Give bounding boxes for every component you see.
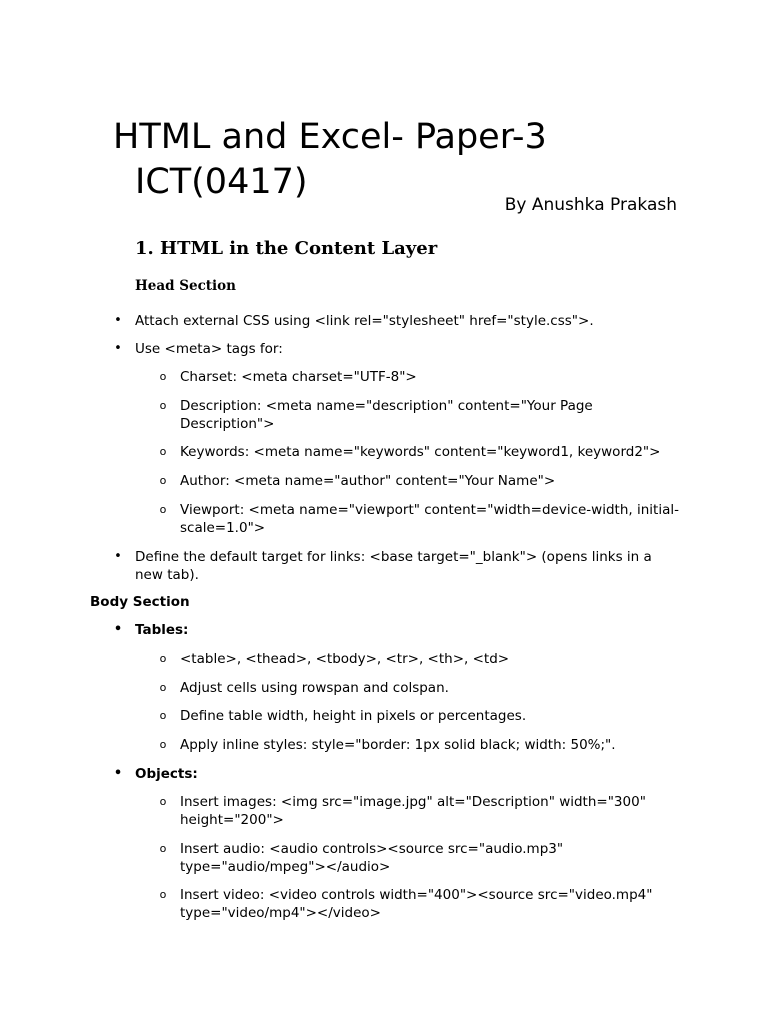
list-item-text: Insert images: <img src="image.jpg" alt="Description" width="300" height="200"> <box>180 794 646 828</box>
sublist-item-insert-images <box>159 793 680 829</box>
circle-bullet-icon: o <box>159 842 167 855</box>
circle-bullet-icon: o <box>159 795 167 808</box>
document-title <box>113 115 673 205</box>
list-item-text: Description: <meta name="description" content="Your Page Description"> <box>180 398 593 432</box>
sublist-item-keywords <box>159 443 680 461</box>
list-item-text: Keywords: <meta name="keywords" content="keyword1, keyword2"> <box>180 444 661 460</box>
list-item-text: Insert audio: <audio controls><source src="audio.mp3" type="audio/mpeg"></audio> <box>180 841 564 875</box>
sublist-item-table-tags <box>159 650 680 668</box>
circle-bullet-icon: o <box>159 445 167 458</box>
sublist-item-insert-video <box>159 886 680 922</box>
list-item-text: Define the default target for links: <base target="_blank"> (opens links in a new tab). <box>135 549 652 583</box>
circle-bullet-icon: o <box>159 370 167 383</box>
subheading-head-section: Head Section <box>135 278 236 294</box>
section-heading-html-content-layer: 1. HTML in the Content Layer <box>135 238 438 259</box>
list-item-text: Viewport: <meta name="viewport" content="width=device-width, initial-scale=1.0"> <box>180 502 679 536</box>
bullet-icon: • <box>114 549 122 564</box>
list-item-tables <box>113 621 680 639</box>
list-item-objects <box>113 765 680 783</box>
list-item-text: Insert video: <video controls width="400"><source src="video.mp4" type="video/mp4"></video> <box>180 887 653 921</box>
title-line-2: ICT(0417) <box>135 162 308 203</box>
sublist-item-rowspan-colspan <box>159 679 680 697</box>
sublist-item-table-size <box>159 707 680 725</box>
list-item-label: Tables: <box>135 622 189 638</box>
bullet-icon: • <box>113 766 123 781</box>
list-item-text: Apply inline styles: style="border: 1px solid black; width: 50%;". <box>180 737 616 753</box>
circle-bullet-icon: o <box>159 652 167 665</box>
list-item-text: Charset: <meta charset="UTF-8"> <box>180 369 417 385</box>
list-item-text: Define table width, height in pixels or percentages. <box>180 708 527 724</box>
circle-bullet-icon: o <box>159 738 167 751</box>
list-item-text: <table>, <thead>, <tbody>, <tr>, <th>, <td> <box>180 651 510 667</box>
list-item-attach-css <box>114 312 680 330</box>
list-item-text: Use <meta> tags for: <box>135 341 283 357</box>
circle-bullet-icon: o <box>159 681 167 694</box>
circle-bullet-icon: o <box>159 474 167 487</box>
bullet-icon: • <box>114 313 122 328</box>
list-item-base-target <box>114 548 680 584</box>
bullet-icon: • <box>113 622 123 637</box>
title-line-1: HTML and Excel- Paper-3 <box>113 117 547 158</box>
subheading-body-section: Body Section <box>90 594 190 610</box>
sublist-item-author <box>159 472 680 490</box>
sublist-item-inline-styles <box>159 736 680 754</box>
circle-bullet-icon: o <box>159 709 167 722</box>
list-item-text: Attach external CSS using <link rel="stylesheet" href="style.css">. <box>135 313 594 329</box>
sublist-item-insert-audio <box>159 840 680 876</box>
list-item-label: Objects: <box>135 766 198 782</box>
author-byline: By Anushka Prakash <box>504 195 677 215</box>
circle-bullet-icon: o <box>159 888 167 901</box>
circle-bullet-icon: o <box>159 399 167 412</box>
list-item-text: Adjust cells using rowspan and colspan. <box>180 680 449 696</box>
sublist-item-description <box>159 397 680 433</box>
bullet-icon: • <box>114 341 122 356</box>
list-item-meta-tags <box>114 340 680 358</box>
list-item-text: Author: <meta name="author" content="Your Name"> <box>180 473 556 489</box>
sublist-item-charset <box>159 368 680 386</box>
circle-bullet-icon: o <box>159 503 167 516</box>
sublist-item-viewport <box>159 501 680 537</box>
